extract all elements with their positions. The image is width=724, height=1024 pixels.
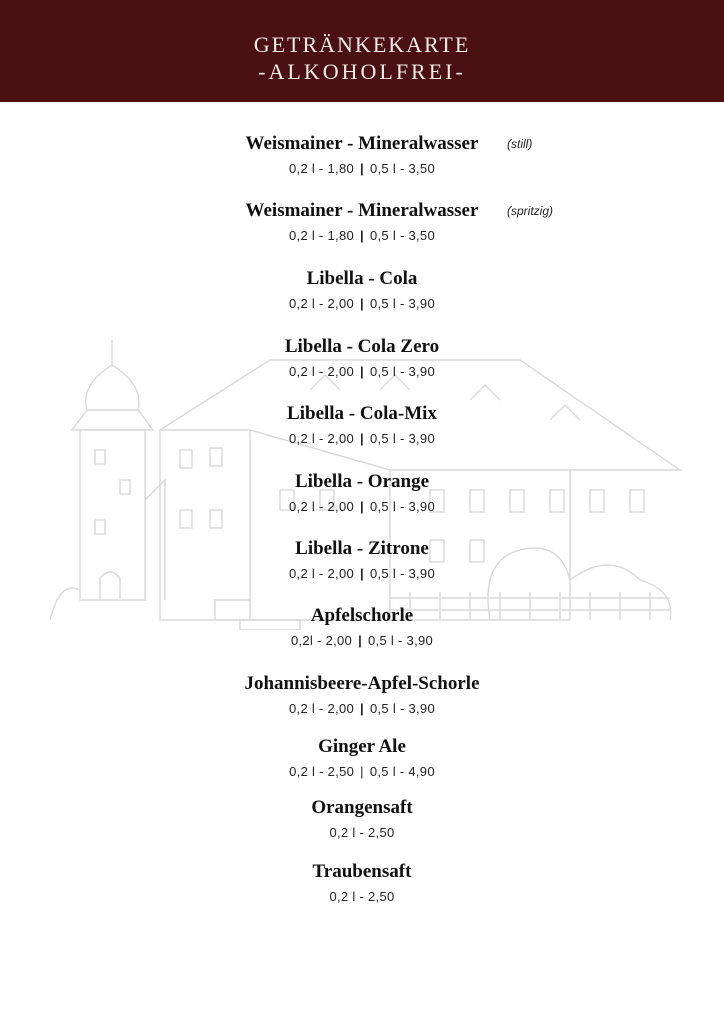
list-item: [0, 736, 724, 780]
drink-name: Johannisbeere-Apfel-Schorle: [244, 673, 480, 694]
drink-name: Traubensaft: [312, 861, 412, 882]
list-item: [0, 133, 724, 177]
drink-name: Orangensaft: [311, 797, 413, 818]
list-item: [0, 471, 724, 515]
drink-price: 0,2 l - 1,80 | 0,5 l - 3,50: [289, 161, 435, 176]
drink-name: Ginger Ale: [318, 736, 406, 757]
list-item: [0, 797, 724, 841]
drink-price: 0,2 l - 2,00 | 0,5 l - 3,90: [289, 701, 435, 716]
drink-name: Libella - Cola: [306, 268, 418, 289]
drink-name: Apfelschorle: [310, 605, 414, 626]
list-item: [0, 673, 724, 717]
drink-price: 0,2 l - 1,80 | 0,5 l - 3,50: [289, 228, 435, 243]
drink-note: (spritzig): [507, 204, 554, 218]
drink-note: (still): [507, 137, 533, 151]
drink-price: 0,2 l - 2,50 | 0,5 l - 4,90: [289, 764, 435, 779]
list-item: [0, 861, 724, 905]
drink-name: Weismainer - Mineralwasser: [245, 200, 479, 221]
drink-price: 0,2 l - 2,00 | 0,5 l - 3,90: [289, 296, 435, 311]
drink-price: 0,2 l - 2,50: [329, 825, 395, 840]
list-item: [0, 336, 724, 380]
drink-name: Weismainer - Mineralwasser: [245, 133, 479, 154]
list-item: [0, 403, 724, 447]
menu-title: GETRÄNKEKARTE: [253, 32, 471, 57]
drink-price: 0,2 l - 2,50: [329, 889, 395, 904]
list-item: [0, 200, 724, 244]
drink-name: Libella - Zitrone: [295, 538, 429, 559]
drink-price: 0,2 l - 2,00 | 0,5 l - 3,90: [289, 566, 435, 581]
drink-name: Libella - Orange: [294, 471, 430, 492]
drink-price: 0,2 l - 2,00 | 0,5 l - 3,90: [289, 364, 435, 379]
drink-name: Libella - Cola Zero: [284, 336, 440, 357]
list-item: [0, 605, 724, 649]
drink-price: 0,2l - 2,00 | 0,5 l - 3,90: [290, 633, 434, 648]
list-item: [0, 538, 724, 582]
drink-name: Libella - Cola-Mix: [287, 403, 437, 424]
drink-price: 0,2 l - 2,00 | 0,5 l - 3,90: [289, 499, 435, 514]
menu-subtitle: -ALKOHOLFREI-: [258, 59, 466, 84]
list-item: [0, 268, 724, 312]
drink-price: 0,2 l - 2,00 | 0,5 l - 3,90: [289, 431, 435, 446]
